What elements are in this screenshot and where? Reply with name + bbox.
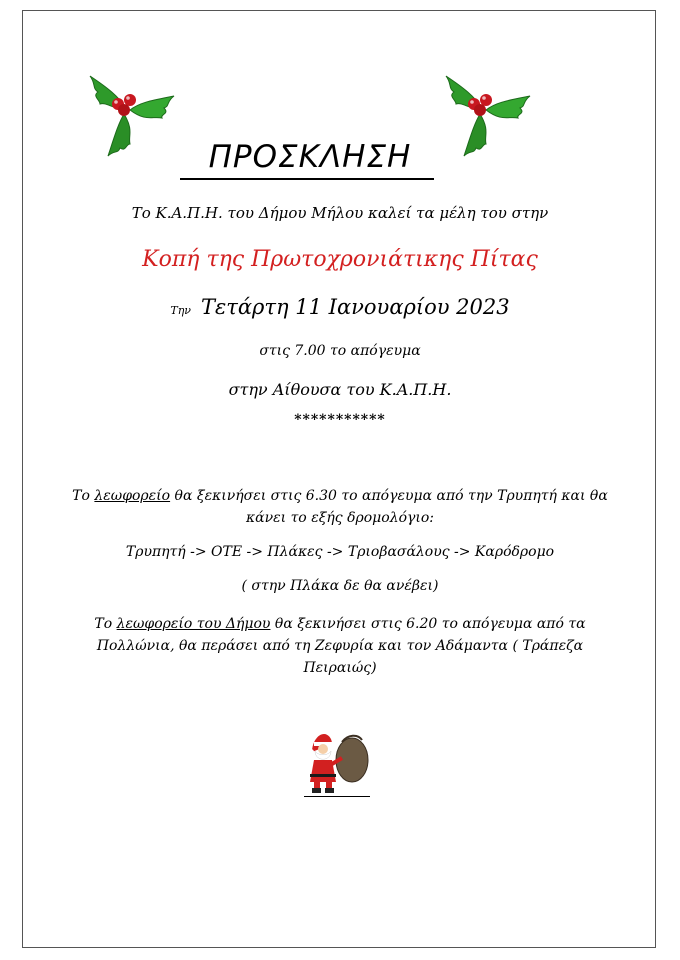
event-date-line — [0, 292, 680, 326]
text-fragment: Το — [72, 488, 95, 504]
bus-paragraph-2-line-1 — [0, 613, 680, 635]
holly-icon — [434, 66, 534, 166]
bus-route: Τρυπητή -> ΟΤΕ -> Πλάκες -> Τριοβασάλους -> Καρόδρομο — [125, 544, 555, 560]
invitation-title: ΠΡΟΣΚΛΗΣΗ — [208, 139, 412, 175]
event-venue: στην Αίθουσα του Κ.Α.Π.Η. — [228, 380, 452, 399]
event-time: στις 7.00 το απόγευμα — [259, 343, 421, 359]
route-note: ( στην Πλάκα δε θα ανέβει) — [241, 578, 439, 594]
date-prefix: Την — [170, 304, 191, 317]
invitation-intro: Το Κ.Α.Π.Η. του Δήμου Μήλου καλεί τα μέλη του στην — [131, 204, 549, 222]
bus-paragraph-2-line-3: Πειραιώς) — [303, 660, 377, 676]
event-title: Κοπή της Πρωτοχρονιάτικης Πίτας — [142, 247, 538, 272]
title-underline — [180, 178, 434, 180]
municipal-bus-link-text: λεωφορείο του Δήμου — [116, 616, 271, 632]
bus-paragraph-1 — [0, 485, 680, 529]
text-fragment: Το — [94, 616, 117, 632]
separator: *********** — [294, 412, 386, 428]
bus-paragraph-2-line-2: Πολλώνια, θα περάσει από τη Ζεφυρία και τον Αδάμαντα ( Τράπεζα — [96, 638, 584, 654]
bus-paragraph-2 — [0, 613, 680, 679]
santa-icon — [302, 724, 376, 796]
bus-paragraph-1-line-2: κάνει το εξής δρομολόγιο: — [245, 510, 435, 526]
bus-paragraph-1-line-1 — [0, 485, 680, 507]
santa-underline — [304, 796, 370, 797]
holly-icon — [78, 66, 178, 166]
event-date: Τετάρτη 11 Ιανουαρίου 2023 — [200, 295, 510, 319]
text-fragment: θα ξεκινήσει στις 6.30 το απόγευμα από την Τρυπητή και θα — [170, 488, 608, 504]
bus-link-text: λεωφορείο — [94, 488, 171, 504]
text-fragment: θα ξεκινήσει στις 6.20 το απόγευμα από τα — [270, 616, 586, 632]
